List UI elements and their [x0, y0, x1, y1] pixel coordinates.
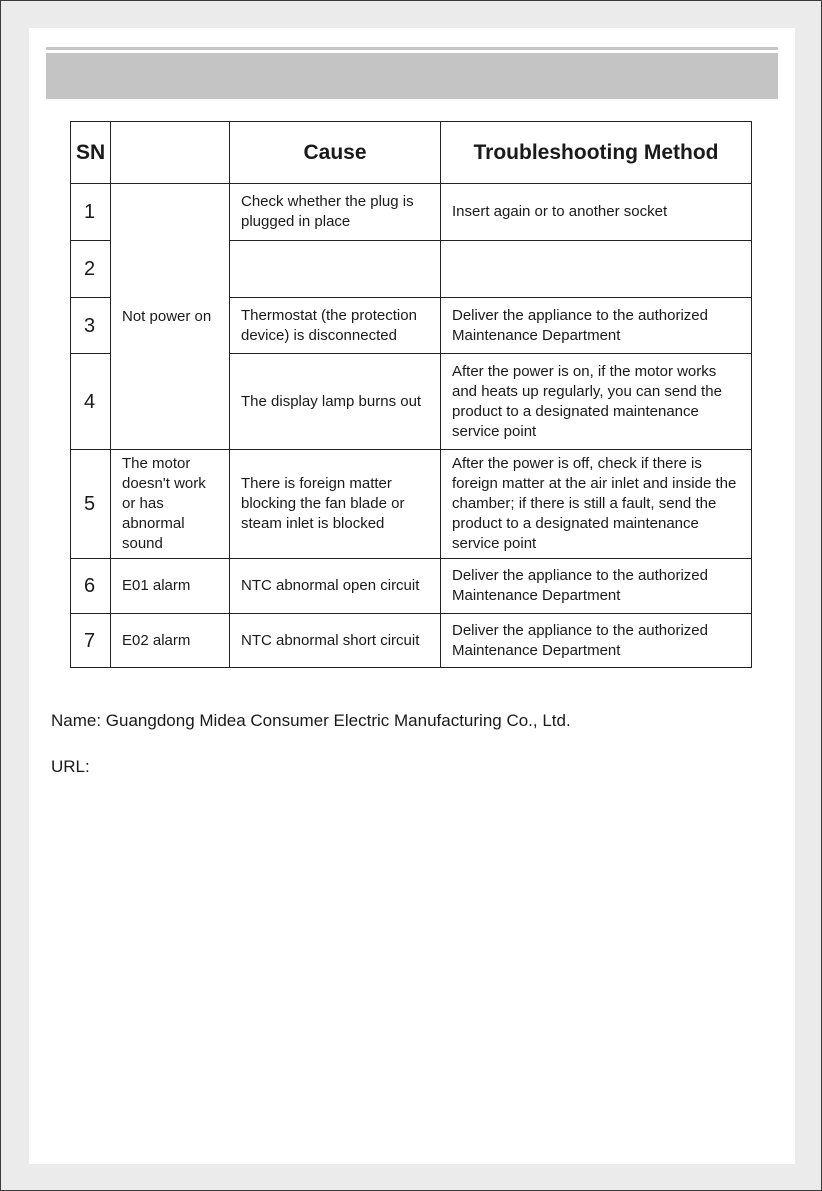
header-sn: SN [71, 122, 111, 184]
row-cause: Thermostat (the protection device) is disconnected [230, 298, 441, 354]
row-symptom: The motor doesn't work or has abnormal sound [111, 450, 230, 559]
row-cause: Check whether the plug is plugged in place [230, 184, 441, 241]
row-sn: 5 [71, 450, 111, 559]
document-page [29, 28, 795, 1164]
row-method: Deliver the appliance to the authorized Maintenance Department [441, 298, 752, 354]
row-cause [230, 241, 441, 298]
row-method [441, 241, 752, 298]
table-row [71, 614, 752, 668]
header-method: Troubleshooting Method [441, 122, 752, 184]
manufacturer-url: URL: [51, 757, 90, 776]
row-sn: 2 [71, 241, 111, 298]
row-cause: NTC abnormal open circuit [230, 559, 441, 614]
row-method: After the power is off, check if there is foreign matter at the air inlet and inside the chamber; if there is still a fault, send the product to a designated maintenance service point [441, 450, 752, 559]
row-method: Deliver the appliance to the authorized Maintenance Department [441, 559, 752, 614]
row-cause: NTC abnormal short circuit [230, 614, 441, 668]
table-row [71, 184, 752, 241]
row-symptom: E01 alarm [111, 559, 230, 614]
row-method: Deliver the appliance to the authorized Maintenance Department [441, 614, 752, 668]
row-sn: 7 [71, 614, 111, 668]
row-sn: 1 [71, 184, 111, 241]
row-symptom: E02 alarm [111, 614, 230, 668]
row-cause: The display lamp burns out [230, 354, 441, 450]
table-row [71, 559, 752, 614]
troubleshooting-table [70, 121, 752, 668]
row-method: Insert again or to another socket [441, 184, 752, 241]
manufacturer-name: Name: Guangdong Midea Consumer Electric Manufacturing Co., Ltd. [51, 711, 571, 730]
header-rule [46, 47, 778, 50]
row-sn: 3 [71, 298, 111, 354]
section-header-bar [46, 53, 778, 99]
table-row [71, 450, 752, 559]
table-header-row [71, 122, 752, 184]
row-symptom: Not power on [111, 184, 230, 450]
header-symptom [111, 122, 230, 184]
row-sn: 6 [71, 559, 111, 614]
row-cause: There is foreign matter blocking the fan blade or steam inlet is blocked [230, 450, 441, 559]
row-sn: 4 [71, 354, 111, 450]
row-method: After the power is on, if the motor works and heats up regularly, you can send the product to a designated maintenance service point [441, 354, 752, 450]
header-cause: Cause [230, 122, 441, 184]
